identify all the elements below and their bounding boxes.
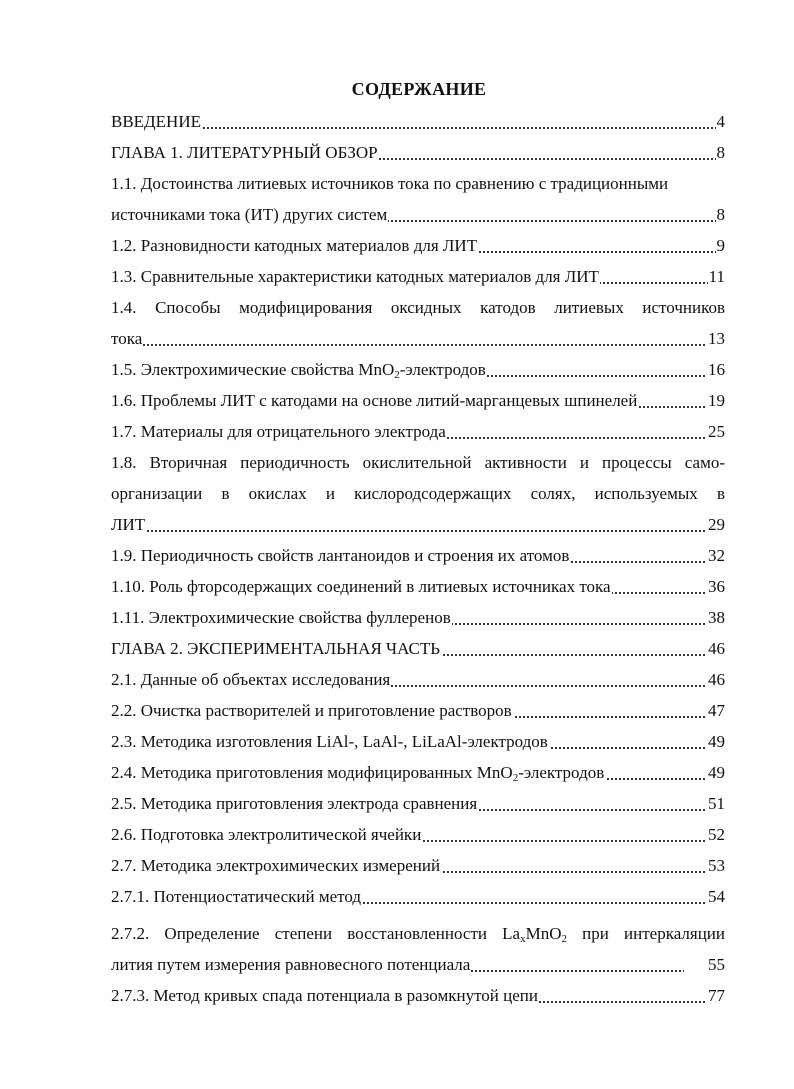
dot-leader [111,344,725,346]
toc-entry-title: 1.7. Материалы для отрицательного электрода [111,422,446,441]
toc-entry-page: 77 [707,984,725,1008]
toc-entry [111,513,725,537]
toc-entry-title: 2.1. Данные об объектах исследования [111,670,391,689]
toc-entry [111,854,725,878]
toc-entry-title-part: MnO [525,924,562,943]
toc-entry-page: 32 [707,544,725,568]
toc-entry-page: 13 [707,327,725,351]
toc-entry-title: 1.8. Вторичная периодичность окислительной активности и процессы само- [111,453,725,472]
toc-entry [111,792,725,816]
toc-entry-title: 1.11. Электрохимические свойства фуллеренов [111,608,451,627]
page-title: СОДЕРЖАНИЕ [351,79,487,99]
toc-entry-page: 8 [716,141,726,165]
toc-entry-title-part: 1.5. Электрохимические свойства MnO [111,360,395,379]
toc-entry [111,730,725,754]
toc-entry-title: ГЛАВА 2. ЭКСПЕРИМЕНТАЛЬНАЯ ЧАСТЬ [111,639,441,658]
toc-entry [111,482,725,506]
subscript: 2 [512,772,519,784]
toc-entry [111,203,725,227]
toc-entry [111,296,725,320]
toc-entry-page: 4 [716,110,726,134]
toc-entry-title-part: 2.7.2. Определение степени восстановленности La [111,924,521,943]
toc-entry [111,823,725,847]
toc-entry-title: организации в окислах и кислородсодержащих солях, используемых в [111,484,725,503]
toc-entry-title: 2.7.3. Метод кривых спада потенциала в разомкнутой цепи [111,986,538,1005]
toc-entry-page: 9 [716,234,726,258]
toc-entry-title [111,360,487,379]
toc-entry-title-part: -электродов [518,763,605,782]
toc-entry-title [111,924,725,943]
toc-entry-page: 25 [707,420,725,444]
toc-entry [111,606,725,630]
toc-entry [111,389,725,413]
toc-entry [111,172,725,196]
toc-entry-title-part: 2.4. Методика приготовления модифицированных MnO [111,763,513,782]
toc-entry-title: 2.6. Подготовка электролитической ячейки [111,825,422,844]
toc-entry-title: 1.4. Способы модифицирования оксидных катодов литиевых источников [111,298,725,317]
toc-entry-title: 2.2. Очистка растворителей и приготовление растворов [111,701,512,720]
toc-entry-page: 11 [708,265,725,289]
toc-entry-title: 1.6. Проблемы ЛИТ с катодами на основе литий-марганцевых шпинелей [111,391,638,410]
toc-entry-page: 8 [716,203,726,227]
toc-entry-page: 55 [684,953,725,977]
toc-entry [111,110,725,134]
toc-entry-page: 46 [707,637,725,661]
toc-entry-page: 19 [707,389,725,413]
toc-entry-page: 16 [707,358,725,382]
toc-entry-title: ГЛАВА 1. ЛИТЕРАТУРНЫЙ ОБЗОР [111,143,378,162]
toc-entry [111,637,725,661]
toc-entry-page: 49 [707,730,725,754]
toc-entry-page: 46 [707,668,725,692]
toc-entry-page: 36 [707,575,725,599]
subscript: 2 [561,933,567,945]
toc-entry [111,420,725,444]
toc-entry-title: 2.3. Методика изготовления LiAl-, LaAl-, LiLaAl-электродов [111,732,548,751]
toc-entry-title-part: -электродов [399,360,486,379]
toc-entry [111,327,725,351]
toc-entry-title: 1.9. Периодичность свойств лантаноидов и строения их атомов [111,546,570,565]
dot-leader [111,530,725,532]
toc-entry-title: тока [111,329,143,348]
toc-entry [111,953,725,977]
toc-entry-page: 29 [707,513,725,537]
toc-entry-title: 1.3. Сравнительные характеристики катодных материалов для ЛИТ [111,267,599,286]
toc-entry-page: 49 [707,761,725,785]
toc-entry-title: 2.7. Методика электрохимических измерений [111,856,441,875]
toc-entry-page: 52 [707,823,725,847]
subscript: 2 [394,369,400,381]
toc-entry [111,451,725,475]
toc-entry-title: источниками тока (ИТ) других систем [111,205,388,224]
toc-entry [111,575,725,599]
toc-entry-title: 2.7.1. Потенциостатический метод [111,887,361,906]
toc-entry-title-part: при интеркаляции [567,924,725,943]
toc-entry [111,885,725,909]
toc-entry-title: лития путем измерения равновесного потенциала [111,955,471,974]
toc-entry [111,358,725,382]
subscript: x [520,933,526,945]
toc-entry [111,984,725,1008]
toc-entry [111,141,725,165]
toc-entry [111,668,725,692]
toc-entry-page: 53 [707,854,725,878]
toc-entry [111,265,725,289]
toc-entry [111,761,725,785]
toc-entry [111,234,725,258]
toc-entry-title: 1.2. Разновидности катодных материалов для ЛИТ [111,236,478,255]
toc-entry-title: 1.1. Достоинства литиевых источников тока по сравнению с традиционными [111,174,669,193]
toc-entry-title: 1.10. Роль фторсодержащих соединений в литиевых источниках тока [111,577,611,596]
toc-entry-page: 38 [707,606,725,630]
toc-entry [111,544,725,568]
toc-entry-page: 47 [707,699,725,723]
toc-entry [111,699,725,723]
toc-entry-title: ВВЕДЕНИЕ [111,112,201,131]
dot-leader [111,127,725,129]
toc-entry-title: 2.5. Методика приготовления электрода сравнения [111,794,478,813]
toc-entry-page: 51 [707,792,725,816]
toc-entry-title [111,763,605,782]
toc-entry-page: 54 [707,885,725,909]
toc-entry-title: ЛИТ [111,515,146,534]
toc-entry [111,922,725,946]
